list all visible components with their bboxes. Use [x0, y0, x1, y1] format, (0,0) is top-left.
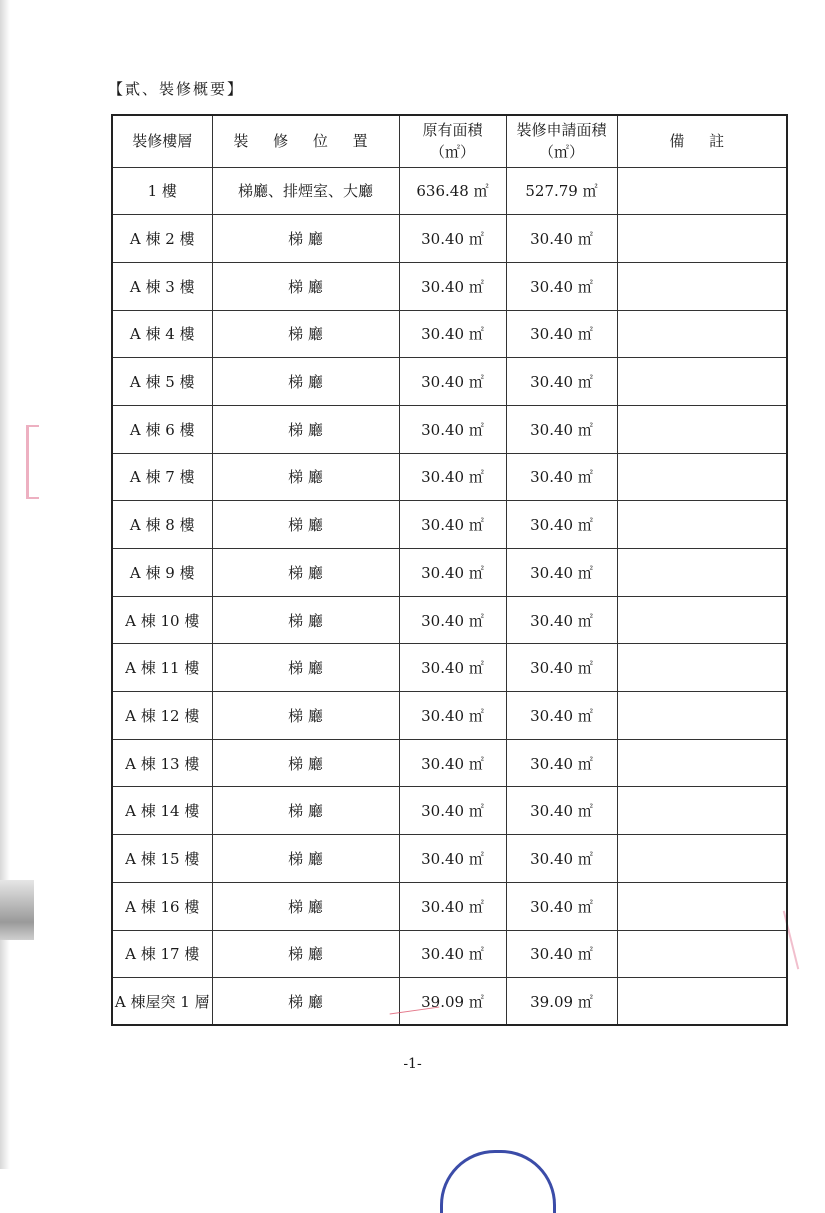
cell-applied-area: 30.40 ㎡ — [506, 405, 617, 453]
page-number: -1- — [403, 1056, 422, 1072]
cell-original-area: 30.40 ㎡ — [399, 692, 506, 740]
table-row — [112, 501, 787, 549]
header-floor: 裝修樓層 — [112, 115, 212, 167]
cell-original-area: 39.09 ㎡ — [399, 978, 506, 1026]
cell-floor: A 棟 16 樓 — [112, 882, 212, 930]
cell-location: 梯 廳 — [212, 405, 399, 453]
scan-left-edge — [0, 0, 10, 1169]
cell-location: 梯 廳 — [212, 501, 399, 549]
table-body — [112, 167, 787, 1025]
header-original-area — [399, 115, 506, 167]
cell-floor: A 棟 15 樓 — [112, 835, 212, 883]
cell-floor: A 棟 8 樓 — [112, 501, 212, 549]
cell-floor: A 棟 9 樓 — [112, 549, 212, 597]
header-original-area-unit: （㎡） — [429, 143, 475, 162]
table-row — [112, 978, 787, 1026]
cell-applied-area: 30.40 ㎡ — [506, 453, 617, 501]
cell-original-area: 30.40 ㎡ — [399, 835, 506, 883]
table-row — [112, 835, 787, 883]
cell-floor: A 棟 13 樓 — [112, 739, 212, 787]
cell-floor: A 棟 6 樓 — [112, 405, 212, 453]
cell-applied-area: 30.40 ㎡ — [506, 835, 617, 883]
cell-original-area: 30.40 ㎡ — [399, 358, 506, 406]
cell-remark — [617, 978, 787, 1026]
cell-remark — [617, 692, 787, 740]
cell-applied-area: 30.40 ㎡ — [506, 692, 617, 740]
cell-applied-area: 30.40 ㎡ — [506, 215, 617, 263]
cell-floor: A 棟 12 樓 — [112, 692, 212, 740]
cell-location: 梯 廳 — [212, 215, 399, 263]
cell-original-area: 30.40 ㎡ — [399, 882, 506, 930]
cell-applied-area: 30.40 ㎡ — [506, 644, 617, 692]
cell-remark — [617, 358, 787, 406]
cell-original-area: 30.40 ㎡ — [399, 644, 506, 692]
table-row — [112, 549, 787, 597]
renovation-outline-table — [111, 114, 788, 1026]
header-applied-area — [506, 115, 617, 167]
cell-floor: A 棟 5 樓 — [112, 358, 212, 406]
table-row — [112, 167, 787, 215]
cell-location: 梯 廳 — [212, 644, 399, 692]
cell-remark — [617, 930, 787, 978]
cell-floor: A 棟 3 樓 — [112, 262, 212, 310]
cell-original-area: 30.40 ㎡ — [399, 596, 506, 644]
table-header-row — [112, 115, 787, 167]
header-applied-area-label: 裝修申請面積 — [516, 121, 607, 140]
cell-original-area: 30.40 ㎡ — [399, 930, 506, 978]
cell-location: 梯 廳 — [212, 692, 399, 740]
cell-original-area: 30.40 ㎡ — [399, 787, 506, 835]
cell-remark — [617, 882, 787, 930]
cell-remark — [617, 596, 787, 644]
header-applied-area-unit: （㎡） — [538, 143, 584, 162]
header-remarks: 備 註 — [617, 115, 787, 167]
cell-original-area: 30.40 ㎡ — [399, 549, 506, 597]
table-row — [112, 882, 787, 930]
cell-floor: A 棟 7 樓 — [112, 453, 212, 501]
cell-floor: A 棟 10 樓 — [112, 596, 212, 644]
cell-applied-area: 30.40 ㎡ — [506, 787, 617, 835]
cell-location: 梯 廳 — [212, 787, 399, 835]
table-row — [112, 262, 787, 310]
cell-original-area: 30.40 ㎡ — [399, 310, 506, 358]
section-title: 【貳、裝修概要】 — [108, 80, 245, 98]
cell-applied-area: 30.40 ㎡ — [506, 739, 617, 787]
cell-applied-area: 527.79 ㎡ — [506, 167, 617, 215]
table-row — [112, 787, 787, 835]
cell-remark — [617, 501, 787, 549]
cell-original-area: 30.40 ㎡ — [399, 215, 506, 263]
cell-applied-area: 30.40 ㎡ — [506, 930, 617, 978]
cell-location: 梯 廳 — [212, 549, 399, 597]
cell-original-area: 30.40 ㎡ — [399, 501, 506, 549]
cell-location: 梯 廳 — [212, 358, 399, 406]
cell-location: 梯廳、排煙室、大廳 — [212, 167, 399, 215]
official-seal — [440, 1150, 556, 1213]
table-row — [112, 596, 787, 644]
cell-floor: 1 樓 — [112, 167, 212, 215]
cell-location: 梯 廳 — [212, 262, 399, 310]
cell-remark — [617, 262, 787, 310]
cell-original-area: 30.40 ㎡ — [399, 405, 506, 453]
cell-original-area: 636.48 ㎡ — [399, 167, 506, 215]
cell-original-area: 30.40 ㎡ — [399, 262, 506, 310]
cell-remark — [617, 835, 787, 883]
cell-remark — [617, 405, 787, 453]
table-row — [112, 739, 787, 787]
cell-applied-area: 30.40 ㎡ — [506, 596, 617, 644]
table-row — [112, 310, 787, 358]
cell-applied-area: 30.40 ㎡ — [506, 882, 617, 930]
red-stamp-mark — [26, 425, 39, 499]
cell-applied-area: 30.40 ㎡ — [506, 549, 617, 597]
cell-location: 梯 廳 — [212, 739, 399, 787]
cell-floor: A 棟 11 樓 — [112, 644, 212, 692]
cell-applied-area: 30.40 ㎡ — [506, 358, 617, 406]
cell-floor: A 棟 17 樓 — [112, 930, 212, 978]
cell-original-area: 30.40 ㎡ — [399, 453, 506, 501]
cell-location: 梯 廳 — [212, 453, 399, 501]
cell-original-area: 30.40 ㎡ — [399, 739, 506, 787]
table-row — [112, 358, 787, 406]
cell-location: 梯 廳 — [212, 978, 399, 1026]
cell-applied-area: 30.40 ㎡ — [506, 262, 617, 310]
table-row — [112, 215, 787, 263]
cell-applied-area: 30.40 ㎡ — [506, 310, 617, 358]
header-original-area-label: 原有面積 — [422, 121, 483, 140]
table-row — [112, 930, 787, 978]
cell-remark — [617, 644, 787, 692]
cell-remark — [617, 787, 787, 835]
cell-applied-area: 39.09 ㎡ — [506, 978, 617, 1026]
cell-remark — [617, 549, 787, 597]
cell-location: 梯 廳 — [212, 310, 399, 358]
scan-binding-shadow — [0, 880, 34, 940]
cell-floor: A 棟 2 樓 — [112, 215, 212, 263]
cell-remark — [617, 739, 787, 787]
table-row — [112, 644, 787, 692]
table-row — [112, 453, 787, 501]
cell-remark — [617, 453, 787, 501]
cell-floor: A 棟 14 樓 — [112, 787, 212, 835]
cell-location: 梯 廳 — [212, 882, 399, 930]
table-row — [112, 692, 787, 740]
cell-remark — [617, 215, 787, 263]
cell-floor: A 棟 4 樓 — [112, 310, 212, 358]
cell-applied-area: 30.40 ㎡ — [506, 501, 617, 549]
cell-remark — [617, 167, 787, 215]
table-row — [112, 405, 787, 453]
cell-location: 梯 廳 — [212, 835, 399, 883]
cell-location: 梯 廳 — [212, 596, 399, 644]
cell-location: 梯 廳 — [212, 930, 399, 978]
cell-floor: A 棟屋突 1 層 — [112, 978, 212, 1026]
cell-remark — [617, 310, 787, 358]
header-location: 裝 修 位 置 — [212, 115, 399, 167]
